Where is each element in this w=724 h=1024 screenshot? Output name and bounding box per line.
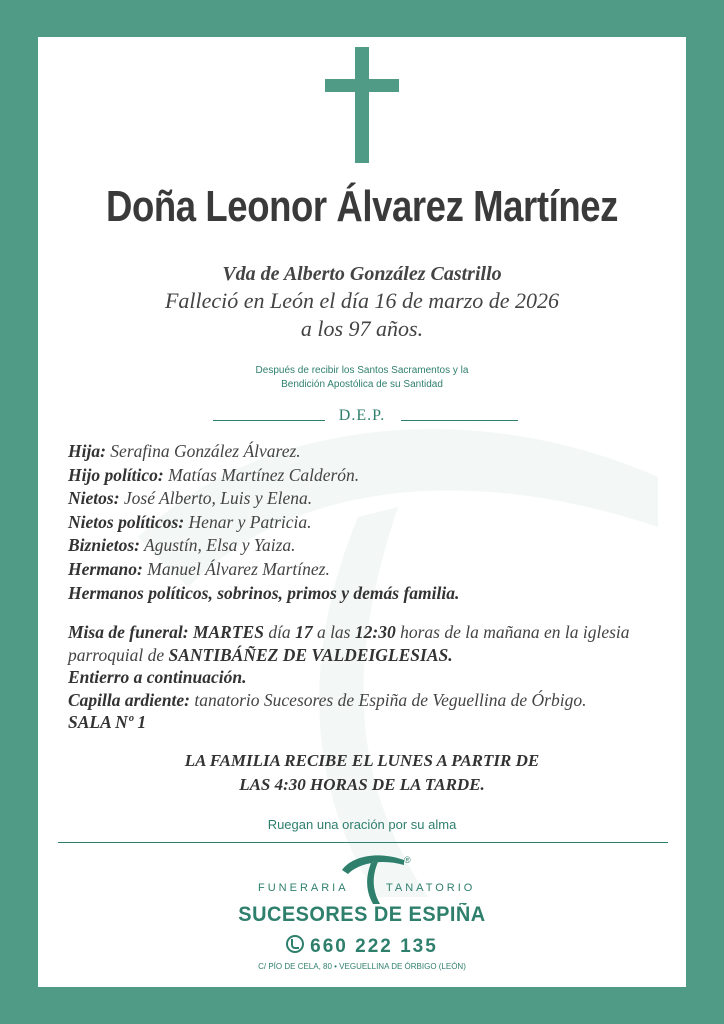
company-address: C/ PÍO DE CELA, 80 • VEGUELLINA DE ÓRBIGO (LEÓN) xyxy=(258,962,466,971)
dep-divider-right xyxy=(401,420,518,421)
family-row xyxy=(68,534,668,558)
family-receives xyxy=(38,749,686,797)
family-label: Biznietos: xyxy=(68,535,140,556)
family-value: Henar y Patricia. xyxy=(188,511,312,532)
family-row xyxy=(68,558,668,582)
footer-divider xyxy=(58,842,668,843)
family-label: Hija: xyxy=(68,441,106,461)
sacraments-line-1: Después de recibir los Santos Sacramentos y la xyxy=(255,365,469,376)
deceased-name: Doña Leonor Álvarez Martínez xyxy=(106,182,618,231)
family-label: Hermano: xyxy=(68,558,143,579)
family-row xyxy=(68,464,668,488)
phone-number: 660 222 135 xyxy=(310,936,438,957)
funeral-home-logo-icon xyxy=(338,850,412,906)
dep-label: D.E.P. xyxy=(338,407,386,424)
family-value: Matías Martínez Calderón. xyxy=(168,464,360,485)
family-value: Agustín, Elsa y Yaiza. xyxy=(144,535,296,556)
death-line: Falleció en León el día 16 de marzo de 2026 xyxy=(164,288,560,313)
receive-line-2: LAS 4:30 HORAS DE LA TARDE. xyxy=(239,775,485,794)
company-name: SUCESORES DE ESPIÑA xyxy=(238,903,486,926)
company-phone xyxy=(38,935,686,958)
funeral-mass: Misa de funeral: MARTES día 17 a las 12:30 horas de la mañana en la iglesia parroquial de SANTIBÁÑEZ DE VALDEIGLESIAS. xyxy=(68,622,630,665)
obituary-card xyxy=(38,37,686,987)
family-label: Nietos políticos: xyxy=(68,511,185,532)
family-value: Serafina González Álvarez. xyxy=(110,441,301,461)
funeral-chapel: Capilla ardiente: tanatorio Sucesores de Espiña de Veguellina de Órbigo. xyxy=(68,689,587,710)
family-value: Manuel Álvarez Martínez. xyxy=(147,558,330,579)
funeral-details xyxy=(68,621,664,734)
cross-icon xyxy=(325,47,399,163)
family-row xyxy=(68,487,668,511)
phone-icon xyxy=(286,935,304,953)
widow-of: Vda de Alberto González Castrillo xyxy=(222,263,502,285)
family-closing: Hermanos políticos, sobrinos, primos y demás familia. xyxy=(68,582,460,603)
age-line: a los 97 años. xyxy=(300,316,424,341)
family-row xyxy=(68,511,668,535)
receive-line-1: LA FAMILIA RECIBE EL LUNES A PARTIR DE xyxy=(184,751,540,770)
funeral-room: SALA Nº 1 xyxy=(68,712,147,732)
sacraments-line-2: Bendición Apostólica de su Santidad xyxy=(281,379,443,390)
tanatorio-label: TANATORIO xyxy=(386,882,476,894)
family-label: Nietos: xyxy=(68,488,120,509)
funeraria-label: FUNERARIA xyxy=(258,882,349,894)
registered-mark: ® xyxy=(404,855,411,865)
family-value: José Alberto, Luis y Elena. xyxy=(123,488,313,509)
family-list xyxy=(68,440,668,605)
prayer-request: Ruegan una oración por su alma xyxy=(267,817,457,832)
funeral-burial: Entierro a continuación. xyxy=(68,667,247,687)
family-label: Hijo político: xyxy=(68,464,164,485)
family-row xyxy=(68,440,668,464)
